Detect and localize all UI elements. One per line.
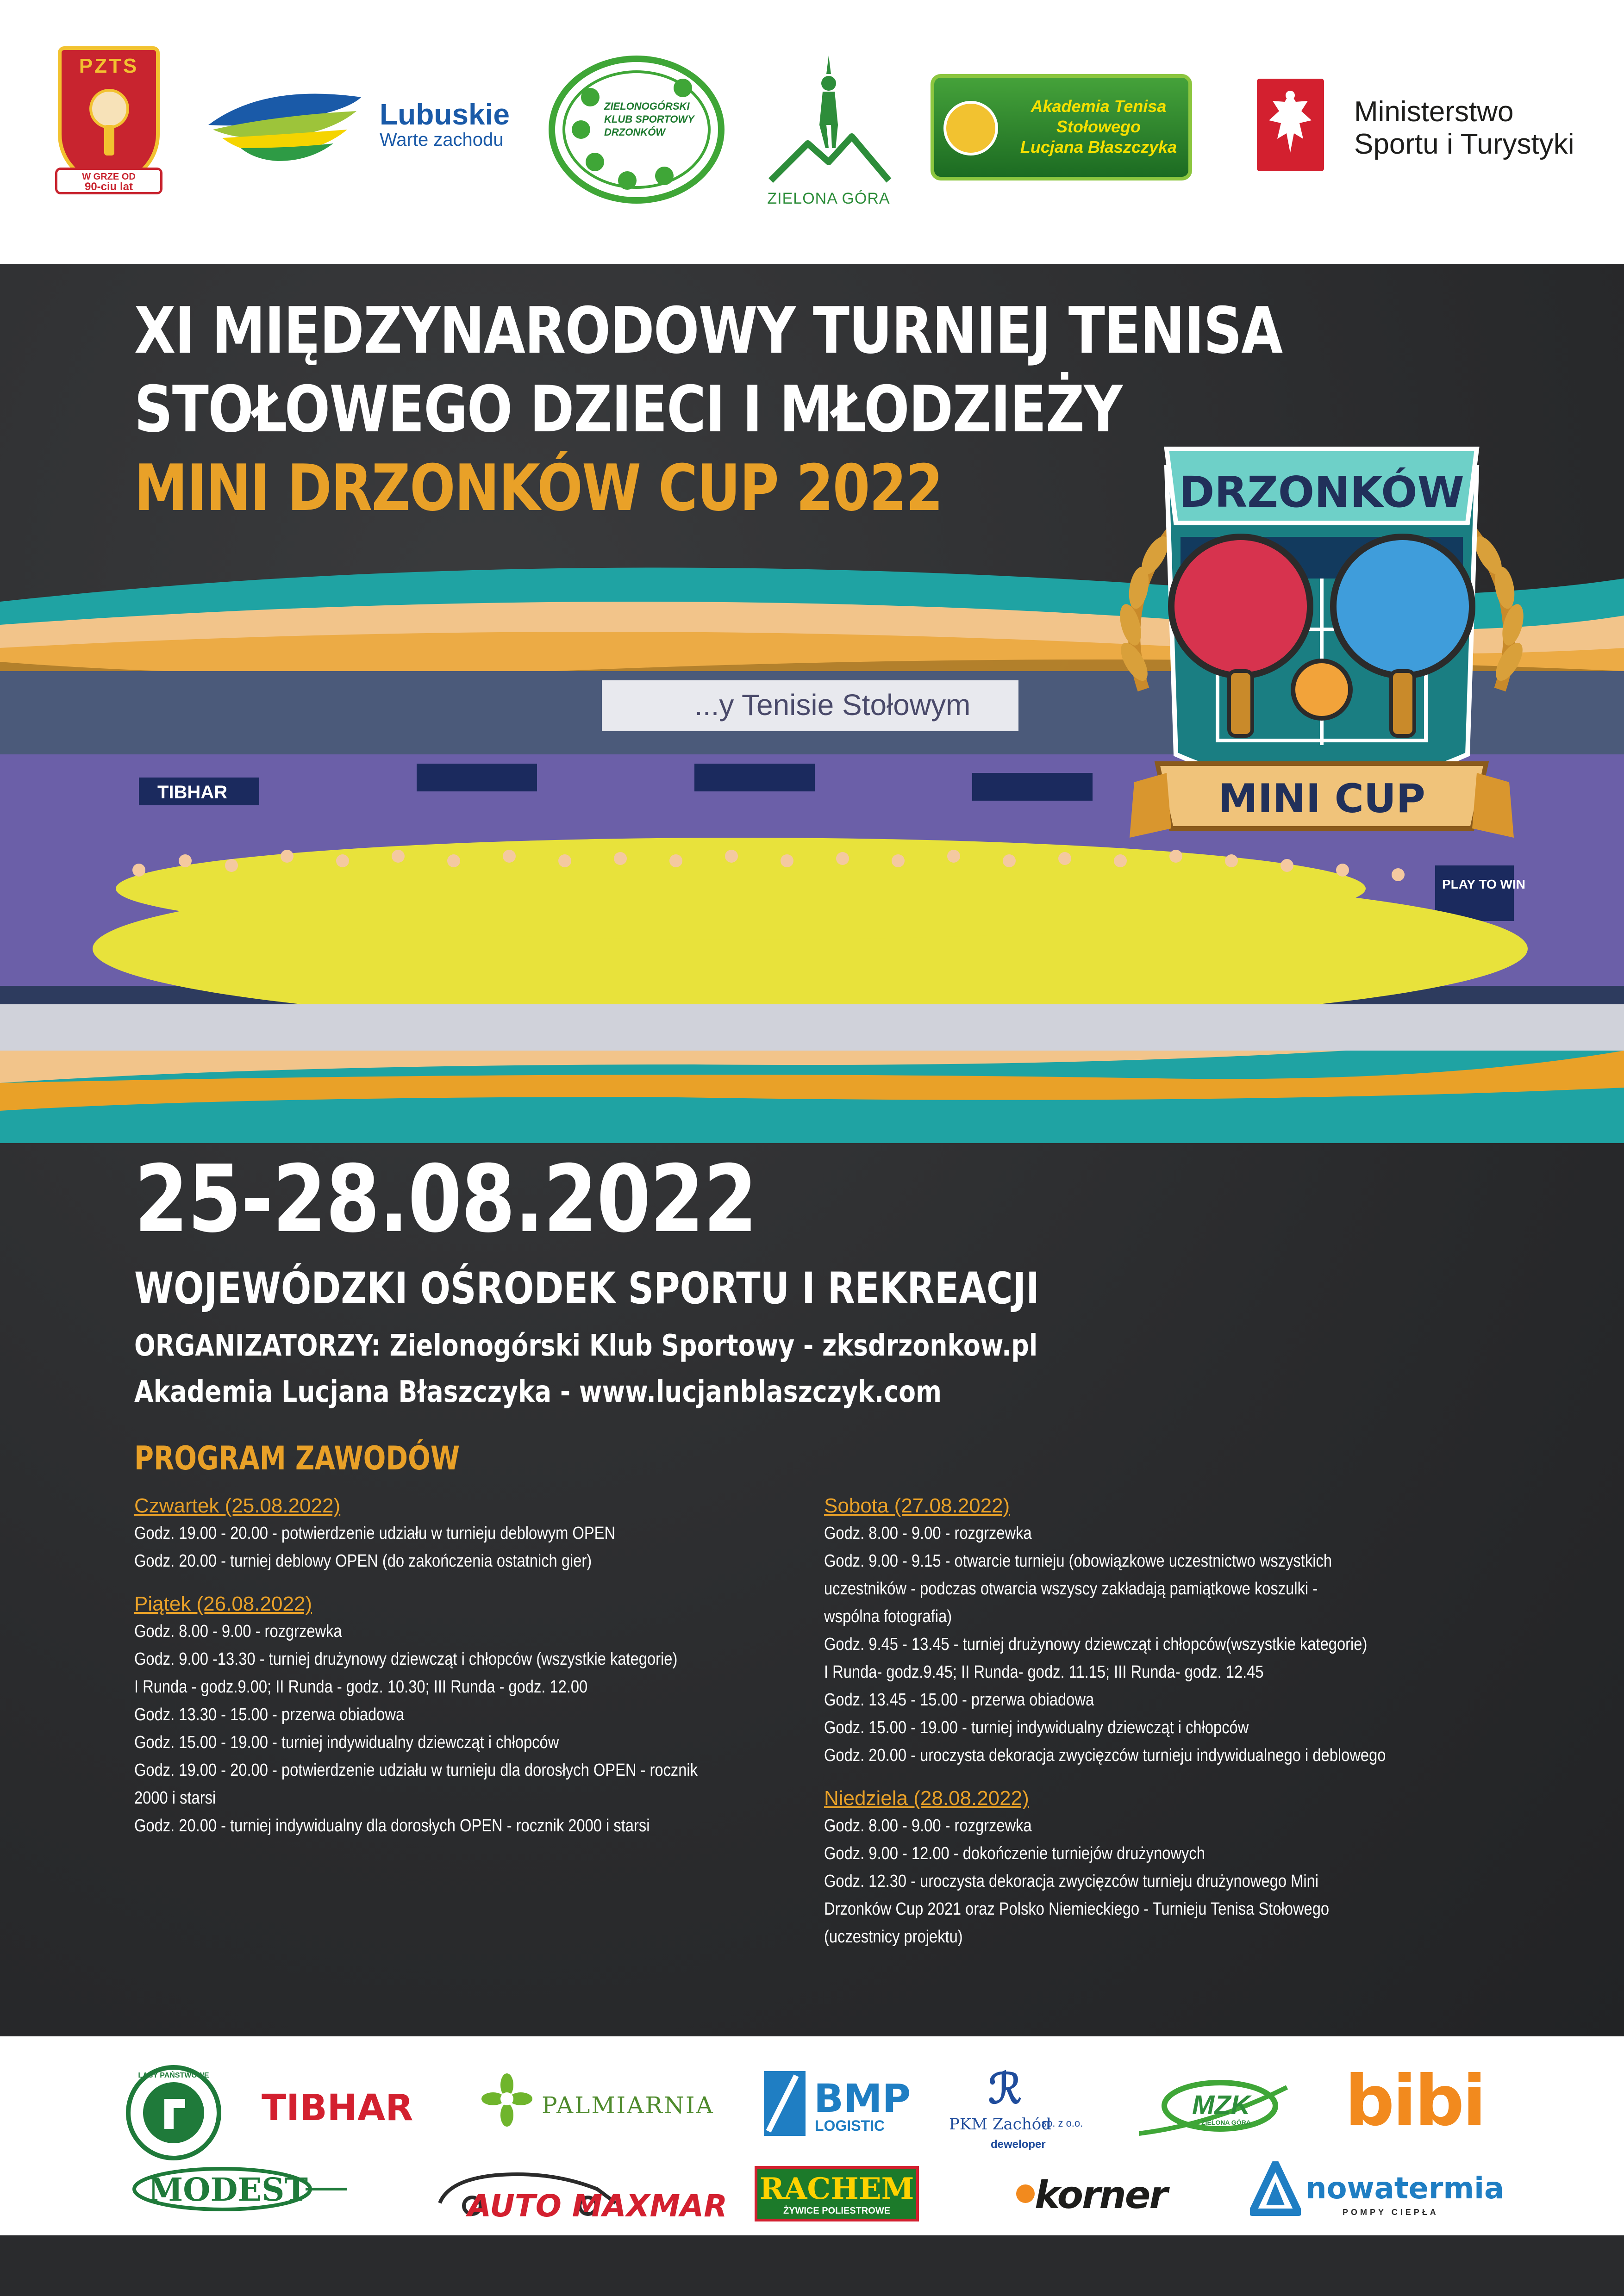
- laurel-right-icon: [1470, 532, 1528, 685]
- auto-maxmar-logo: [431, 2161, 728, 2224]
- ministry-name-line2: Sportu i Turystyki: [1354, 128, 1574, 160]
- akademia-logo-text: [1008, 96, 1189, 157]
- schedule-line: Godz. 8.00 - 9.00 - rozgrzewka: [824, 1524, 1032, 1543]
- pzts-ribbon: [55, 168, 162, 194]
- bmp-text: BMP: [814, 2076, 911, 2121]
- program-column-left: [134, 1493, 829, 1855]
- mini-cup-badge: [1102, 430, 1542, 902]
- korner-text: korner: [1035, 2173, 1167, 2217]
- zielona-gora-name: ZIELONA GÓRA: [767, 190, 890, 207]
- nowatermia-logo: [1250, 2161, 1509, 2221]
- athlete-icon: [572, 120, 590, 139]
- organizers-line2: Akademia Lucjana Błaszczyka - www.lucjanblaszczyk.com: [134, 1375, 942, 1409]
- title-line-3: MINI DRZONKÓW CUP 2022: [134, 451, 943, 525]
- pkm-sub: sp. z o.o.: [1042, 2117, 1083, 2129]
- zks-logo-text: ZIELONOGÓRSKI KLUB SPORTOWY DRZONKÓW: [604, 100, 694, 138]
- lubuskie-name: Lubuskie: [380, 98, 510, 131]
- ministry-logo: [1257, 79, 1581, 180]
- ping-pong-ball-icon: [89, 89, 129, 129]
- schedule-line: Godz. 15.00 - 19.00 - turniej indywidualny dziewcząt i chłopców: [824, 1718, 1249, 1737]
- program-day: [824, 1785, 1518, 1951]
- athlete-icon: [655, 167, 674, 185]
- palmiarnia-text: PALMIARNIA: [542, 2092, 714, 2119]
- pkm-zachod-logo: [949, 2064, 1134, 2157]
- lubuskie-slogan: Warte zachodu: [380, 130, 504, 150]
- schedule-line: Godz. 12.30 - uroczysta dekoracja zwycięzców turnieju drużynowego Mini: [824, 1872, 1319, 1891]
- organizers: [134, 1323, 1037, 1415]
- schedule-line: Godz. 20.00 - turniej deblowy OPEN (do zakończenia ostatnich gier): [134, 1551, 592, 1571]
- orange-ball-icon: [1293, 661, 1350, 718]
- schedule-line: Godz. 20.00 - turniej indywidualny dla dorosłych OPEN - rocznik 2000 i starsi: [134, 1816, 650, 1836]
- schedule-line: Godz. 15.00 - 19.00 - turniej indywidualny dziewcząt i chłopców: [134, 1733, 559, 1752]
- play-to-win-board: PLAY TO WIN: [1442, 877, 1525, 891]
- rachem-text: RACHEM: [759, 2172, 914, 2206]
- akademia-line1: Akademia Tenisa: [1031, 97, 1167, 116]
- rachem-logo: [755, 2166, 919, 2221]
- schedule-line: Godz. 9.00 -13.30 - turniej drużynowy dziewcząt i chłopców (wszystkie kategorie): [134, 1649, 678, 1669]
- modest-text: MODEST: [148, 2172, 308, 2209]
- lasy-panstwowe-logo: [125, 2064, 222, 2161]
- zielona-gora-bacchus-icon: [762, 56, 896, 190]
- organizers-line1: ORGANIZATORZY: Zielonogórski Klub Sportowy - zksdrzonkow.pl: [134, 1329, 1038, 1363]
- poster-body: [0, 264, 1624, 2036]
- paddle-handle-icon: [104, 125, 114, 156]
- pkm-text: PKM Zachód: [949, 2115, 1051, 2134]
- laurel-left-icon: [1116, 532, 1174, 685]
- program-day: [824, 1493, 1518, 1769]
- schedule-line: Godz. 8.00 - 9.00 - rozgrzewka: [134, 1622, 342, 1641]
- zielona-gora-logo: [762, 56, 896, 208]
- title-line-1: XI MIĘDZYNARODOWY TURNIEJ TENISA: [134, 293, 1282, 368]
- modest-logo: [130, 2161, 347, 2217]
- schedule-line: uczestników - podczas otwarcia wszyscy zakładają pamiątkowe koszulki -: [824, 1579, 1318, 1599]
- pkm-emblem-icon: ℛ: [988, 2064, 1022, 2113]
- ministry-name-line1: Ministerstwo: [1354, 96, 1514, 128]
- pkm-sub2: deweloper: [991, 2138, 1046, 2151]
- schedule-line: Godz. 13.45 - 15.00 - przerwa obiadowa: [824, 1690, 1094, 1710]
- schedule-line: (uczestnicy projektu): [824, 1927, 963, 1947]
- lubuskie-logo: [208, 83, 523, 167]
- schedule-line: Godz. 19.00 - 20.00 - potwierdzenie udziału w turnieju deblowym OPEN: [134, 1524, 616, 1543]
- palmiarnia-logo: [481, 2073, 722, 2143]
- athlete-icon: [674, 79, 692, 97]
- akademia-line3: Lucjana Błaszczyka: [1020, 137, 1177, 156]
- schedule-line: Godz. 9.00 - 9.15 - otwarcie turnieju (obowiązkowe uczestnictwo wszystkich: [824, 1551, 1332, 1571]
- partner-logos-header: [0, 0, 1624, 264]
- zks-drzonkow-logo: [549, 56, 725, 204]
- korner-logo: [1016, 2171, 1167, 2221]
- day-heading: Sobota (27.08.2022): [824, 1494, 1010, 1517]
- athlete-icon: [618, 171, 637, 190]
- mzk-sub: ZIELONA GÓRA: [1201, 2119, 1251, 2126]
- bottom-bar: [0, 2235, 1624, 2296]
- day-heading: Piątek (26.08.2022): [134, 1593, 312, 1615]
- mzk-text: MZK: [1192, 2090, 1250, 2120]
- akademia-line2: Stołowego: [1056, 117, 1141, 136]
- polish-eagle-icon: [1257, 79, 1324, 171]
- hall-banner-text: ...y Tenisie Stołowym: [694, 688, 971, 722]
- schedule-line: Godz. 13.30 - 15.00 - przerwa obiadowa: [134, 1705, 405, 1724]
- schedule-line: Drzonków Cup 2021 oraz Polsko Niemieckiego - Turnieju Tenisa Stołowego: [824, 1899, 1330, 1919]
- schedule-line: I Runda - godz.9.00; II Runda - godz. 10.30; III Runda - godz. 12.00: [134, 1677, 588, 1697]
- sponsor-logos: [0, 2036, 1624, 2235]
- schedule-line: Godz. 9.00 - 12.00 - dokończenie turniejów drużynowych: [824, 1844, 1205, 1863]
- lasy-text: LASY PAŃSTWOWE: [138, 2072, 209, 2079]
- event-venue: WOJEWÓDZKI OŚRODEK SPORTU I REKREACJI: [134, 1263, 1039, 1314]
- day-heading: Czwartek (25.08.2022): [134, 1494, 341, 1517]
- pzts-ribbon-line1: W GRZE OD: [82, 172, 136, 182]
- badge-top-text: DRZONKÓW: [1179, 467, 1464, 517]
- palm-leaf-icon: [481, 2073, 532, 2134]
- auto-maxmar-text: AUTO MAXMAR: [468, 2188, 728, 2224]
- pzts-ribbon-line2: 90-ciu lat: [84, 180, 133, 193]
- rachem-sub: ŻYWICE POLIESTROWE: [783, 2206, 891, 2216]
- korner-dot-icon: [1016, 2184, 1035, 2203]
- schedule-line: I Runda- godz.9.45; II Runda- godz. 11.15; III Runda- godz. 12.45: [824, 1662, 1264, 1682]
- program-day: [134, 1591, 829, 1840]
- bibi-logo: bibi: [1345, 2061, 1485, 2141]
- akademia-logo: [931, 74, 1192, 180]
- badge-bottom-text: MINI CUP: [1218, 776, 1425, 822]
- program-day: [134, 1493, 829, 1575]
- program-title: PROGRAM ZAWODÓW: [134, 1439, 460, 1477]
- tibhar-logo: TIBHAR: [262, 2087, 413, 2129]
- schedule-line: Godz. 9.45 - 13.45 - turniej drużynowy dziewcząt i chłopców(wszystkie kategorie): [824, 1635, 1368, 1654]
- nowatermia-sub: POMPY CIEPŁA: [1343, 2208, 1439, 2217]
- bmp-logistic-logo: [759, 2071, 912, 2145]
- bmp-sub: LOGISTIC: [815, 2117, 885, 2134]
- event-date: 25-28.08.2022: [134, 1145, 757, 1253]
- athlete-icon: [581, 88, 600, 106]
- title-line-2: STOŁOWEGO DZIECI I MŁODZIEŻY: [134, 372, 1122, 447]
- program-column-right: [824, 1493, 1518, 1966]
- schedule-line: Godz. 20.00 - uroczysta dekoracja zwycięzców turnieju indywidualnego i deblowego: [824, 1746, 1386, 1765]
- red-paddle-icon: [1171, 537, 1310, 676]
- day-heading: Niedziela (28.08.2022): [824, 1787, 1029, 1810]
- lubuskie-wave-icon: [208, 83, 366, 162]
- schedule-line: Godz. 8.00 - 9.00 - rozgrzewka: [824, 1816, 1032, 1836]
- bmp-emblem-icon: [759, 2071, 810, 2136]
- pzts-logo-name: PZTS: [79, 55, 139, 77]
- schedule-line: 2000 i starsi: [134, 1788, 216, 1808]
- ping-pong-ball-icon: [943, 101, 998, 156]
- blue-paddle-icon: [1333, 537, 1472, 676]
- tibhar-sign-text: TIBHAR: [157, 782, 228, 803]
- schedule-line: Godz. 19.00 - 20.00 - potwierdzenie udziału w turnieju dla dorosłych OPEN - rocznik: [134, 1761, 698, 1780]
- nowatermia-text: nowatermia: [1305, 2172, 1505, 2206]
- schedule-line: wspólna fotografia): [824, 1607, 952, 1626]
- athlete-icon: [586, 153, 604, 171]
- mzk-logo: [1139, 2073, 1292, 2143]
- pzts-logo: [58, 46, 160, 194]
- nowatermia-emblem-icon: [1250, 2161, 1301, 2217]
